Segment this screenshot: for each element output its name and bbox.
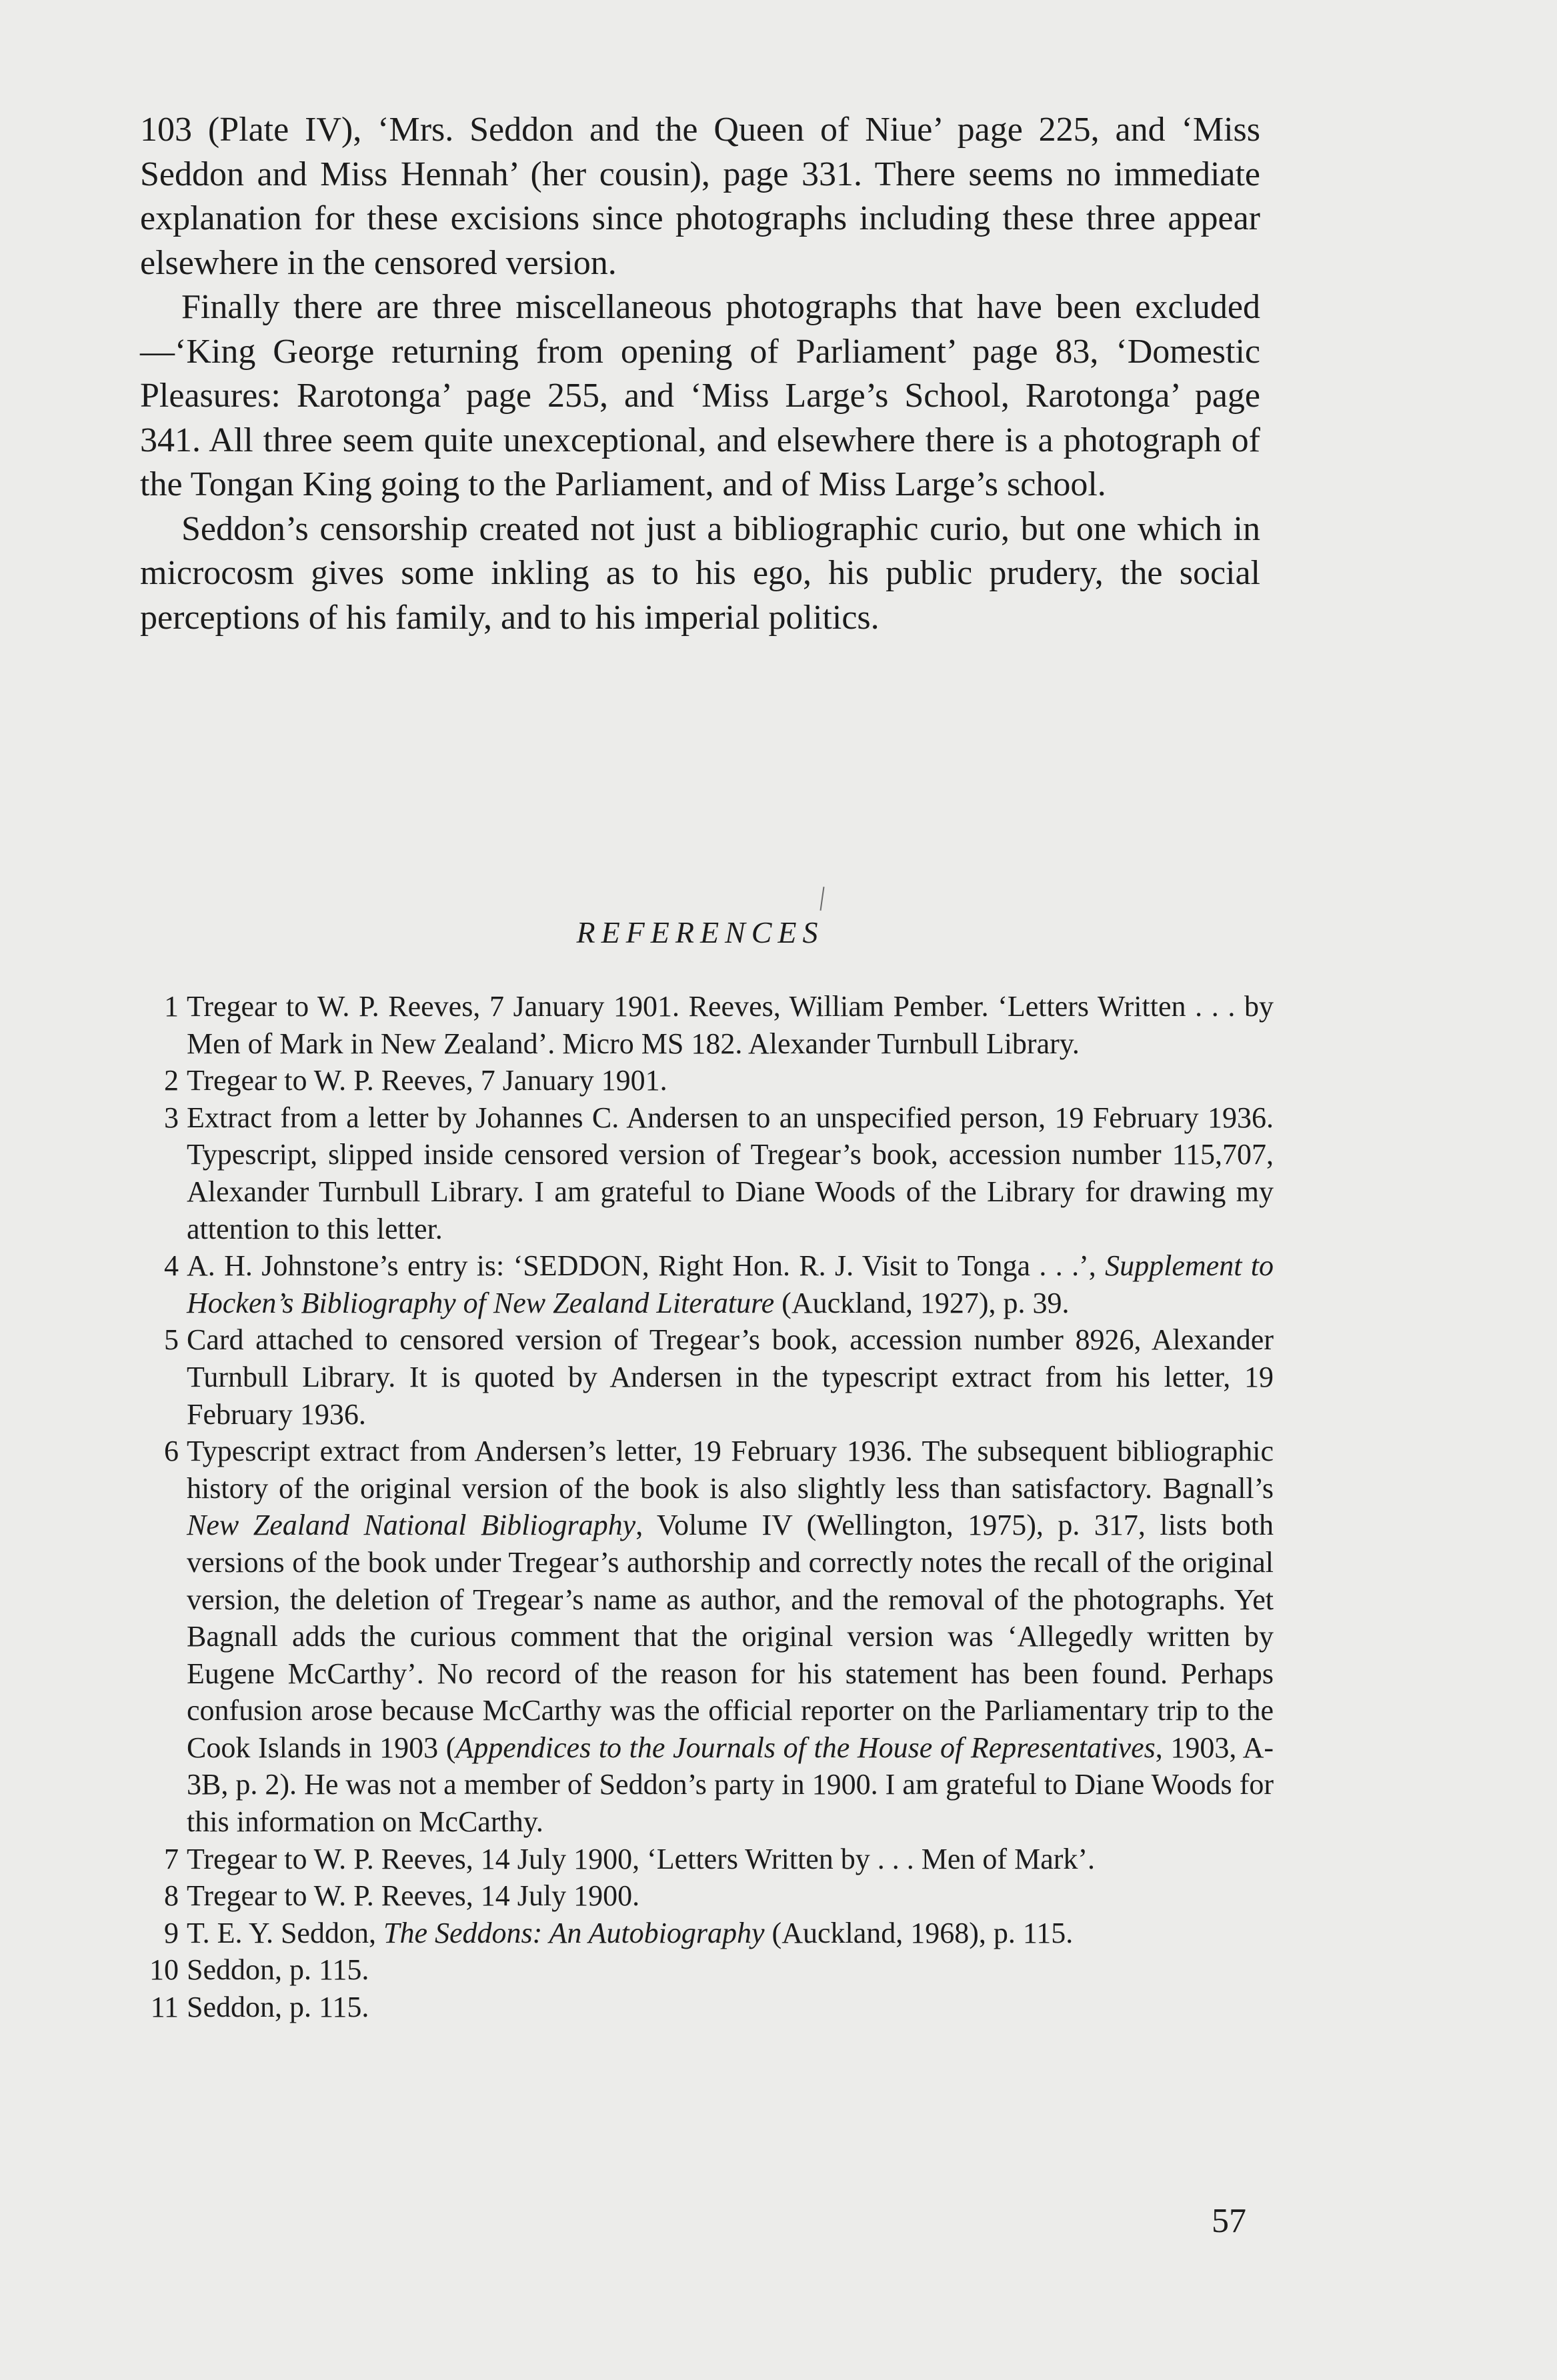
reference-title: New Zealand National Bibliography [187,1509,636,1542]
paragraph-1: 103 (Plate IV), ‘Mrs. Seddon and the Queen of Niue’ page 225, and ‘Miss Seddon and Miss Hennah’ (her cousin), page 331. There seems no immediate explanation for these excisions since photographs including these three appear elsewhere in the censored version. [140,111,1260,282]
page-number: 57 [1212,2202,1246,2240]
reference-number: 6 [164,1435,179,1468]
reference-item [140,1321,1274,1433]
reference-number: 1 [164,990,179,1023]
reference-text-post: (Auckland, 1968), p. 115. [764,1916,1074,1949]
reference-text-pre: A. H. Johnstone’s entry is: ‘SEDDON, Right Hon. R. J. Visit to Tonga . . .’, [187,1249,1106,1283]
reference-number: 10 [149,1953,179,1987]
reference-text-pre: Typescript extract from Andersen’s letter, 19 February 1936. The subsequent bibliographic history of the original version of the book is also slightly less than satisfactory. Bagnall’s [187,1435,1274,1505]
references-heading: REFERENCES [576,915,824,949]
reference-text: Tregear to W. P. Reeves, 7 January 1901. Reeves, William Pember. ‘Letters Written . . . by Men of Mark in New Zealand’. Micro MS 182. Alexander Turnbull Library. [187,990,1274,1060]
reference-number: 9 [164,1916,179,1949]
reference-item [140,1951,1274,1989]
paragraph-3: Seddon’s censorship created not just a bibliographic curio, but one which in microcosm gives some inkling as to his ego, his public prudery, the social perceptions of his family, and to his imperial politics. [140,509,1260,637]
reference-text: Tregear to W. P. Reeves, 7 January 1901. [187,1064,667,1097]
reference-text: Seddon, p. 115. [187,1953,369,1987]
reference-title-2: Appendices to the Journals of the House of Representatives [455,1731,1156,1764]
reference-text-pre: T. E. Y. Seddon, [187,1916,383,1949]
reference-number: 3 [164,1101,179,1134]
reference-item [140,1099,1274,1247]
reference-number: 7 [164,1842,179,1875]
reference-number: 2 [164,1064,179,1097]
reference-text: Seddon, p. 115. [187,1991,369,2024]
reference-text: Extract from a letter by Johannes C. Andersen to an unspecified person, 19 February 1936. Typescript, slipped inside censored version of Tregear’s book, accession number 115,707, Alexander Turnbull Library. I am grateful to Diane Woods of the Library for drawing my attention to this letter. [187,1101,1274,1245]
reference-item [140,1433,1274,1841]
reference-item [140,988,1274,1062]
reference-item [140,1247,1274,1321]
reference-text-mid: , Volume IV (Wellington, 1975), p. 317, lists both versions of the book under Tregear’s authorship and correctly notes the recall of the original version, the deletion of Tregear’s name as author, and the removal of the photographs. Yet Bagnall adds the curious comment that the original version was ‘Allegedly written by Eugene McCarthy’. No record of the reason for his statement has been found. Perhaps confusion arose because McCarthy was the official reporter on the Parliamentary trip to the Cook Islands in 1903 ( [187,1509,1274,1764]
reference-title: The Seddons: An Autobiography [383,1916,765,1949]
reference-number: 4 [164,1249,179,1283]
reference-item [140,1877,1274,1915]
reference-text-post: , 1903, A-3B, p. 2). He was not a member of Seddon’s party in 1900. I am grateful to Diane Woods for this information on McCarthy. [187,1731,1274,1839]
reference-text-post: (Auckland, 1927), p. 39. [774,1286,1070,1319]
reference-text: Card attached to censored version of Tregear’s book, accession number 8926, Alexander Turnbull Library. It is quoted by Andersen in the typescript extract from his letter, 19 February 1936. [187,1323,1274,1431]
reference-number: 11 [150,1991,179,2024]
reference-number: 5 [164,1323,179,1357]
pencil-mark [820,887,825,911]
reference-text: Tregear to W. P. Reeves, 14 July 1900, ‘Letters Written by . . . Men of Mark’. [187,1842,1096,1875]
reference-number: 8 [164,1879,179,1913]
body-text [140,108,1260,640]
reference-text: Tregear to W. P. Reeves, 14 July 1900. [187,1879,640,1913]
paragraph-2: Finally there are three miscellaneous photographs that have been excluded—‘King George returning from opening of Parliament’ page 83, ‘Domestic Pleasures: Rarotonga’ page 255, and ‘Miss Large’s School, Rarotonga’ page 341. All three seem quite unexceptional, and elsewhere there is a photograph of the Tongan King going to the Parliament, and of Miss Large’s school. [140,288,1260,503]
reference-item [140,1841,1274,1878]
references-list [140,988,1274,2026]
reference-item [140,1062,1274,1099]
reference-title: Supplement to Hocken’s Bibliography of New Zealand Literature [187,1249,1274,1319]
reference-item [140,1915,1274,1952]
reference-item [140,1989,1274,2026]
